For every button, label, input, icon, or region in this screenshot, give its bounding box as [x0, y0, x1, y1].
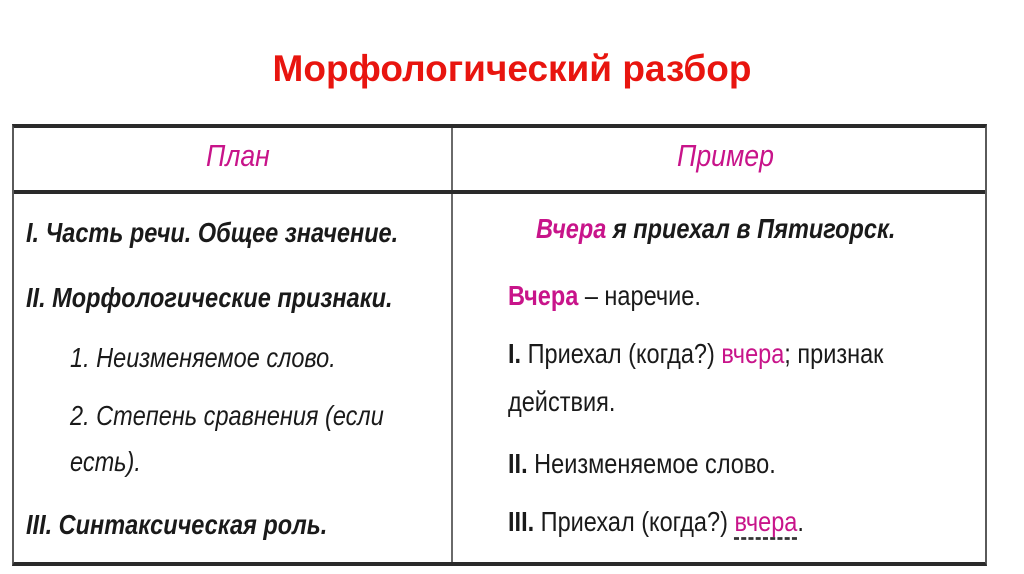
step-3-after: .	[797, 506, 804, 537]
plan-subitem-1: 1. Неизменяемое слово.	[70, 342, 336, 373]
header-plan: План	[206, 138, 270, 173]
example-step-3	[508, 506, 804, 538]
step-1-text: Приехал (когда?)	[521, 338, 722, 369]
example-step-2	[508, 448, 776, 480]
pos-rest: – наречие.	[578, 280, 701, 311]
pos-keyword: Вчера	[508, 280, 579, 311]
header-example: Пример	[677, 138, 774, 173]
step-2-text: Неизменяемое слово.	[527, 448, 776, 479]
step-3-number: III.	[508, 506, 535, 537]
step-3-keyword: вчера	[734, 506, 798, 537]
table-header-row	[14, 128, 985, 194]
step-2-number: II.	[508, 448, 528, 479]
example-sentence	[536, 213, 895, 245]
plan-subitem-2-line-2: есть).	[70, 446, 141, 477]
example-step-1-line-1	[508, 338, 883, 370]
example-part-of-speech	[508, 280, 701, 312]
analysis-table	[12, 124, 987, 566]
step-1-number: I.	[508, 338, 522, 369]
plan-item-1: I. Часть речи. Общее значение.	[26, 217, 399, 248]
example-sentence-keyword: Вчера	[536, 213, 607, 244]
step-1-after: ; признак	[784, 338, 884, 369]
plan-item-3: III. Синтаксическая роль.	[26, 509, 328, 540]
plan-item-2: II. Морфологические признаки.	[26, 282, 393, 313]
example-sentence-rest: я приехал в Пятигорск.	[606, 213, 896, 244]
step-3-text: Приехал (когда?)	[534, 506, 735, 537]
slide-title: Морфологический разбор	[272, 48, 752, 89]
example-step-1-line-2: действия.	[508, 386, 616, 417]
step-1-keyword: вчера	[721, 338, 785, 369]
plan-subitem-2-line-1: 2. Степень сравнения (если	[70, 400, 384, 431]
